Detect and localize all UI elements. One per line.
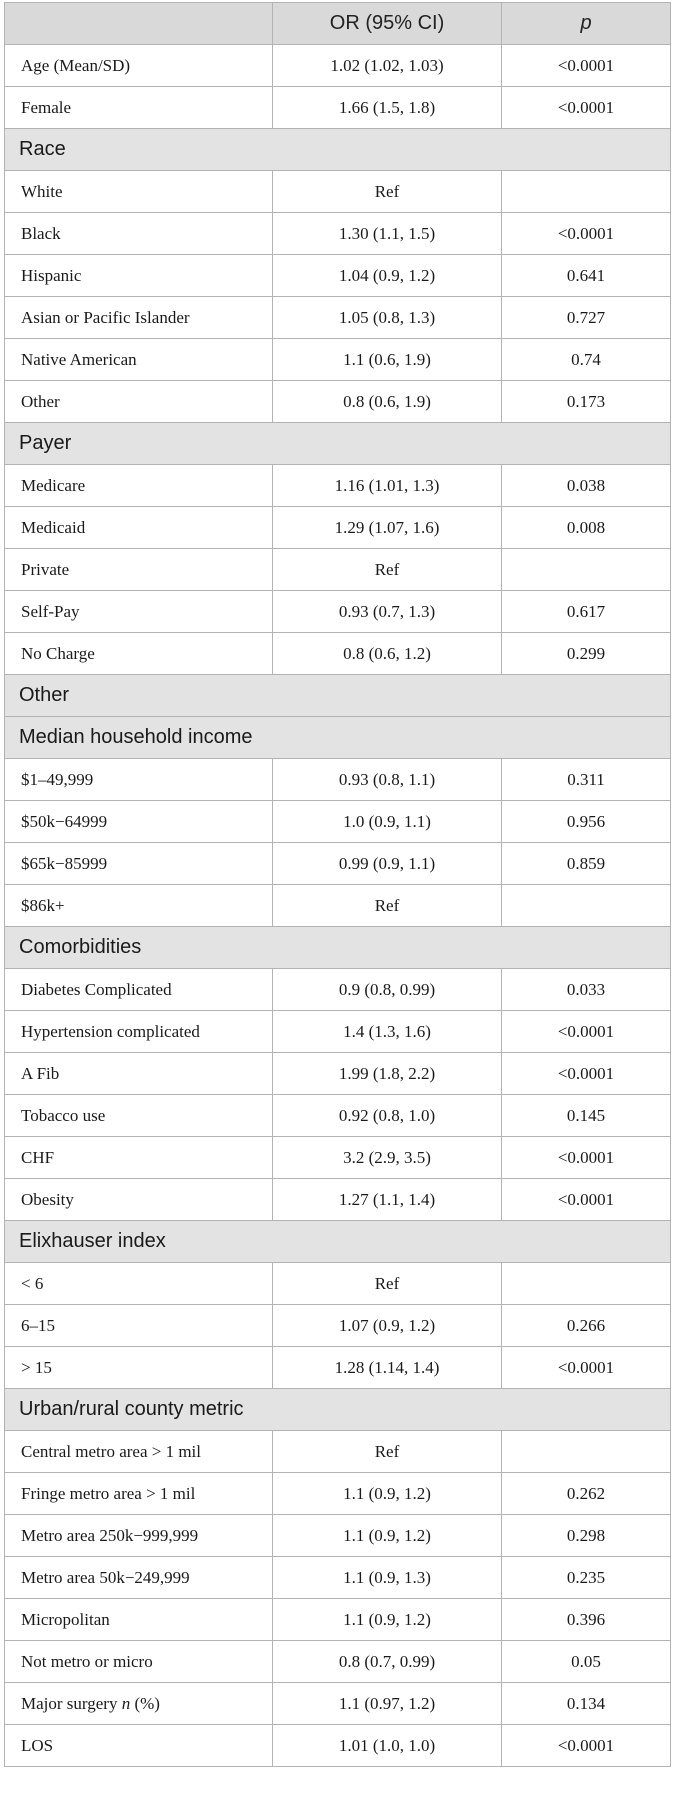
header-variable bbox=[5, 3, 273, 45]
row-or-ci: 1.0 (0.9, 1.1) bbox=[273, 801, 502, 843]
row-or-ci: Ref bbox=[273, 171, 502, 213]
row-label bbox=[5, 465, 273, 507]
table-row bbox=[5, 969, 671, 1011]
table-row bbox=[5, 549, 671, 591]
table-row bbox=[5, 1515, 671, 1557]
row-or-ci: 1.1 (0.9, 1.3) bbox=[273, 1557, 502, 1599]
row-p-value bbox=[502, 1431, 671, 1473]
table-row bbox=[5, 885, 671, 927]
row-label bbox=[5, 297, 273, 339]
table-row bbox=[5, 1725, 671, 1767]
row-or-ci: 1.27 (1.1, 1.4) bbox=[273, 1179, 502, 1221]
row-label-text: Hispanic bbox=[21, 265, 82, 285]
table-row bbox=[5, 1095, 671, 1137]
row-p-value: 0.235 bbox=[502, 1557, 671, 1599]
header-p-value: p bbox=[502, 3, 671, 45]
row-or-ci: 1.4 (1.3, 1.6) bbox=[273, 1011, 502, 1053]
row-or-ci: 0.8 (0.7, 0.99) bbox=[273, 1641, 502, 1683]
row-p-value: 0.298 bbox=[502, 1515, 671, 1557]
row-label-text: Metro area 250k−999,999 bbox=[21, 1525, 199, 1545]
row-p-value: <0.0001 bbox=[502, 1011, 671, 1053]
row-label-text: LOS bbox=[21, 1735, 54, 1755]
table-row bbox=[5, 339, 671, 381]
table-row bbox=[5, 1347, 671, 1389]
table-row bbox=[5, 1473, 671, 1515]
row-label bbox=[5, 549, 273, 591]
row-label bbox=[5, 87, 273, 129]
row-label bbox=[5, 213, 273, 255]
row-label bbox=[5, 339, 273, 381]
row-or-ci: Ref bbox=[273, 1263, 502, 1305]
row-or-ci: 1.1 (0.9, 1.2) bbox=[273, 1473, 502, 1515]
section-row bbox=[5, 129, 671, 171]
row-label bbox=[5, 759, 273, 801]
table-row bbox=[5, 171, 671, 213]
row-label bbox=[5, 507, 273, 549]
row-label bbox=[5, 969, 273, 1011]
row-label-text: > 15 bbox=[21, 1357, 52, 1377]
row-p-value: <0.0001 bbox=[502, 1179, 671, 1221]
row-label-text: $86k+ bbox=[21, 895, 65, 915]
table-row bbox=[5, 1599, 671, 1641]
row-label bbox=[5, 381, 273, 423]
section-label: Comorbidities bbox=[5, 927, 671, 969]
table-row bbox=[5, 87, 671, 129]
row-or-ci: 1.07 (0.9, 1.2) bbox=[273, 1305, 502, 1347]
table-body bbox=[5, 45, 671, 1767]
section-label: Urban/rural county metric bbox=[5, 1389, 671, 1431]
row-label bbox=[5, 1137, 273, 1179]
row-label bbox=[5, 1179, 273, 1221]
row-or-ci: 0.99 (0.9, 1.1) bbox=[273, 843, 502, 885]
row-label bbox=[5, 843, 273, 885]
row-or-ci: Ref bbox=[273, 885, 502, 927]
table-row bbox=[5, 213, 671, 255]
row-label bbox=[5, 171, 273, 213]
row-or-ci: 1.66 (1.5, 1.8) bbox=[273, 87, 502, 129]
row-p-value: 0.038 bbox=[502, 465, 671, 507]
section-row bbox=[5, 675, 671, 717]
row-label-text: A Fib bbox=[21, 1063, 60, 1083]
row-label-text: Female bbox=[21, 97, 72, 117]
row-or-ci: 1.1 (0.97, 1.2) bbox=[273, 1683, 502, 1725]
row-label bbox=[5, 1473, 273, 1515]
row-or-ci: 1.16 (1.01, 1.3) bbox=[273, 465, 502, 507]
row-label-text: CHF bbox=[21, 1147, 55, 1167]
table-row bbox=[5, 1305, 671, 1347]
row-or-ci: 1.1 (0.6, 1.9) bbox=[273, 339, 502, 381]
section-row bbox=[5, 1389, 671, 1431]
row-p-value: 0.134 bbox=[502, 1683, 671, 1725]
row-label-text: Micropolitan bbox=[21, 1609, 110, 1629]
row-p-value bbox=[502, 885, 671, 927]
row-p-value: <0.0001 bbox=[502, 213, 671, 255]
table-row bbox=[5, 381, 671, 423]
row-label-text: Other bbox=[21, 391, 60, 411]
row-label-text: < 6 bbox=[21, 1273, 44, 1293]
section-label: Race bbox=[5, 129, 671, 171]
row-p-value: <0.0001 bbox=[502, 1053, 671, 1095]
row-label bbox=[5, 633, 273, 675]
row-label-italic: n bbox=[121, 1693, 131, 1713]
row-p-value: 0.396 bbox=[502, 1599, 671, 1641]
table-row bbox=[5, 1683, 671, 1725]
odds-ratio-table bbox=[4, 2, 671, 1767]
table-row bbox=[5, 591, 671, 633]
row-or-ci: 0.9 (0.8, 0.99) bbox=[273, 969, 502, 1011]
row-p-value: 0.641 bbox=[502, 255, 671, 297]
row-or-ci: Ref bbox=[273, 1431, 502, 1473]
header-or-ci: OR (95% CI) bbox=[273, 3, 502, 45]
table-row bbox=[5, 1557, 671, 1599]
row-p-value bbox=[502, 1263, 671, 1305]
row-label-text: $65k−85999 bbox=[21, 853, 108, 873]
row-p-value: 0.033 bbox=[502, 969, 671, 1011]
table-row bbox=[5, 843, 671, 885]
table-row bbox=[5, 759, 671, 801]
row-label bbox=[5, 1515, 273, 1557]
row-p-value: 0.145 bbox=[502, 1095, 671, 1137]
row-or-ci: 3.2 (2.9, 3.5) bbox=[273, 1137, 502, 1179]
row-p-value: 0.727 bbox=[502, 297, 671, 339]
row-p-value: <0.0001 bbox=[502, 1347, 671, 1389]
row-or-ci: 1.30 (1.1, 1.5) bbox=[273, 213, 502, 255]
row-label-text: Central metro area > 1 mil bbox=[21, 1441, 201, 1461]
row-label-text: Tobacco use bbox=[21, 1105, 106, 1125]
section-label: Median household income bbox=[5, 717, 671, 759]
row-label-text: Private bbox=[21, 559, 70, 579]
table-row bbox=[5, 255, 671, 297]
row-label bbox=[5, 1053, 273, 1095]
row-p-value: <0.0001 bbox=[502, 1137, 671, 1179]
row-label bbox=[5, 885, 273, 927]
row-p-value: 0.956 bbox=[502, 801, 671, 843]
row-label bbox=[5, 801, 273, 843]
row-label bbox=[5, 1683, 273, 1725]
row-p-value: 0.311 bbox=[502, 759, 671, 801]
row-p-value: 0.05 bbox=[502, 1641, 671, 1683]
row-p-value: 0.266 bbox=[502, 1305, 671, 1347]
row-label bbox=[5, 1095, 273, 1137]
row-label-text: Not metro or micro bbox=[21, 1651, 153, 1671]
row-label-suffix: (%) bbox=[134, 1693, 160, 1713]
row-p-value: 0.008 bbox=[502, 507, 671, 549]
row-label-text: Obesity bbox=[21, 1189, 74, 1209]
row-label-text: $50k−64999 bbox=[21, 811, 108, 831]
row-label-text: Age (Mean/SD) bbox=[21, 55, 131, 75]
row-label-text: Medicare bbox=[21, 475, 86, 495]
row-label-text: White bbox=[21, 181, 63, 201]
table-row bbox=[5, 1431, 671, 1473]
row-p-value: 0.617 bbox=[502, 591, 671, 633]
table-row bbox=[5, 801, 671, 843]
row-label bbox=[5, 1305, 273, 1347]
row-label-text: Diabetes Complicated bbox=[21, 979, 172, 999]
row-or-ci: 1.28 (1.14, 1.4) bbox=[273, 1347, 502, 1389]
row-or-ci: 1.1 (0.9, 1.2) bbox=[273, 1515, 502, 1557]
row-or-ci: 0.93 (0.7, 1.3) bbox=[273, 591, 502, 633]
row-label bbox=[5, 255, 273, 297]
row-label bbox=[5, 1641, 273, 1683]
row-label bbox=[5, 45, 273, 87]
section-label: Other bbox=[5, 675, 671, 717]
row-label-text: No Charge bbox=[21, 643, 95, 663]
row-label-text: Self-Pay bbox=[21, 601, 80, 621]
row-or-ci: 1.05 (0.8, 1.3) bbox=[273, 297, 502, 339]
row-or-ci: 1.04 (0.9, 1.2) bbox=[273, 255, 502, 297]
table-row bbox=[5, 1137, 671, 1179]
row-or-ci: 1.99 (1.8, 2.2) bbox=[273, 1053, 502, 1095]
row-label-text: Hypertension complicated bbox=[21, 1021, 200, 1041]
row-label-text: Fringe metro area > 1 mil bbox=[21, 1483, 196, 1503]
section-row bbox=[5, 717, 671, 759]
row-or-ci: 0.92 (0.8, 1.0) bbox=[273, 1095, 502, 1137]
row-p-value: 0.859 bbox=[502, 843, 671, 885]
header-row bbox=[5, 3, 671, 45]
section-row bbox=[5, 423, 671, 465]
row-p-value: <0.0001 bbox=[502, 1725, 671, 1767]
row-label-text: Medicaid bbox=[21, 517, 86, 537]
table-row bbox=[5, 45, 671, 87]
row-or-ci: 0.8 (0.6, 1.2) bbox=[273, 633, 502, 675]
row-label bbox=[5, 1599, 273, 1641]
section-row bbox=[5, 927, 671, 969]
table-row bbox=[5, 297, 671, 339]
row-label bbox=[5, 1431, 273, 1473]
row-or-ci: 0.8 (0.6, 1.9) bbox=[273, 381, 502, 423]
table-row bbox=[5, 633, 671, 675]
row-p-value: <0.0001 bbox=[502, 87, 671, 129]
table-row bbox=[5, 1641, 671, 1683]
row-label-text: 6–15 bbox=[21, 1315, 55, 1335]
section-label: Elixhauser index bbox=[5, 1221, 671, 1263]
row-label-text: Black bbox=[21, 223, 61, 243]
row-label-text: Metro area 50k−249,999 bbox=[21, 1567, 190, 1587]
section-label: Payer bbox=[5, 423, 671, 465]
row-or-ci: 1.02 (1.02, 1.03) bbox=[273, 45, 502, 87]
row-p-value: 0.173 bbox=[502, 381, 671, 423]
row-label bbox=[5, 591, 273, 633]
table-row bbox=[5, 1179, 671, 1221]
row-label bbox=[5, 1347, 273, 1389]
table-row bbox=[5, 507, 671, 549]
row-or-ci: 1.29 (1.07, 1.6) bbox=[273, 507, 502, 549]
row-label bbox=[5, 1557, 273, 1599]
row-label bbox=[5, 1725, 273, 1767]
row-or-ci: 1.1 (0.9, 1.2) bbox=[273, 1599, 502, 1641]
row-p-value bbox=[502, 549, 671, 591]
row-label-text: $1–49,999 bbox=[21, 769, 94, 789]
row-or-ci: 0.93 (0.8, 1.1) bbox=[273, 759, 502, 801]
row-p-value bbox=[502, 171, 671, 213]
row-label bbox=[5, 1011, 273, 1053]
row-label-text: Asian or Pacific Islander bbox=[21, 307, 190, 327]
section-row bbox=[5, 1221, 671, 1263]
table-row bbox=[5, 1011, 671, 1053]
row-or-ci: 1.01 (1.0, 1.0) bbox=[273, 1725, 502, 1767]
row-p-value: 0.299 bbox=[502, 633, 671, 675]
row-or-ci: Ref bbox=[273, 549, 502, 591]
row-p-value: 0.262 bbox=[502, 1473, 671, 1515]
table-row bbox=[5, 1053, 671, 1095]
row-p-value: <0.0001 bbox=[502, 45, 671, 87]
table-row bbox=[5, 1263, 671, 1305]
row-label-text: Native American bbox=[21, 349, 137, 369]
table-row bbox=[5, 465, 671, 507]
row-label bbox=[5, 1263, 273, 1305]
row-p-value: 0.74 bbox=[502, 339, 671, 381]
row-label-text: Major surgery bbox=[21, 1693, 118, 1713]
